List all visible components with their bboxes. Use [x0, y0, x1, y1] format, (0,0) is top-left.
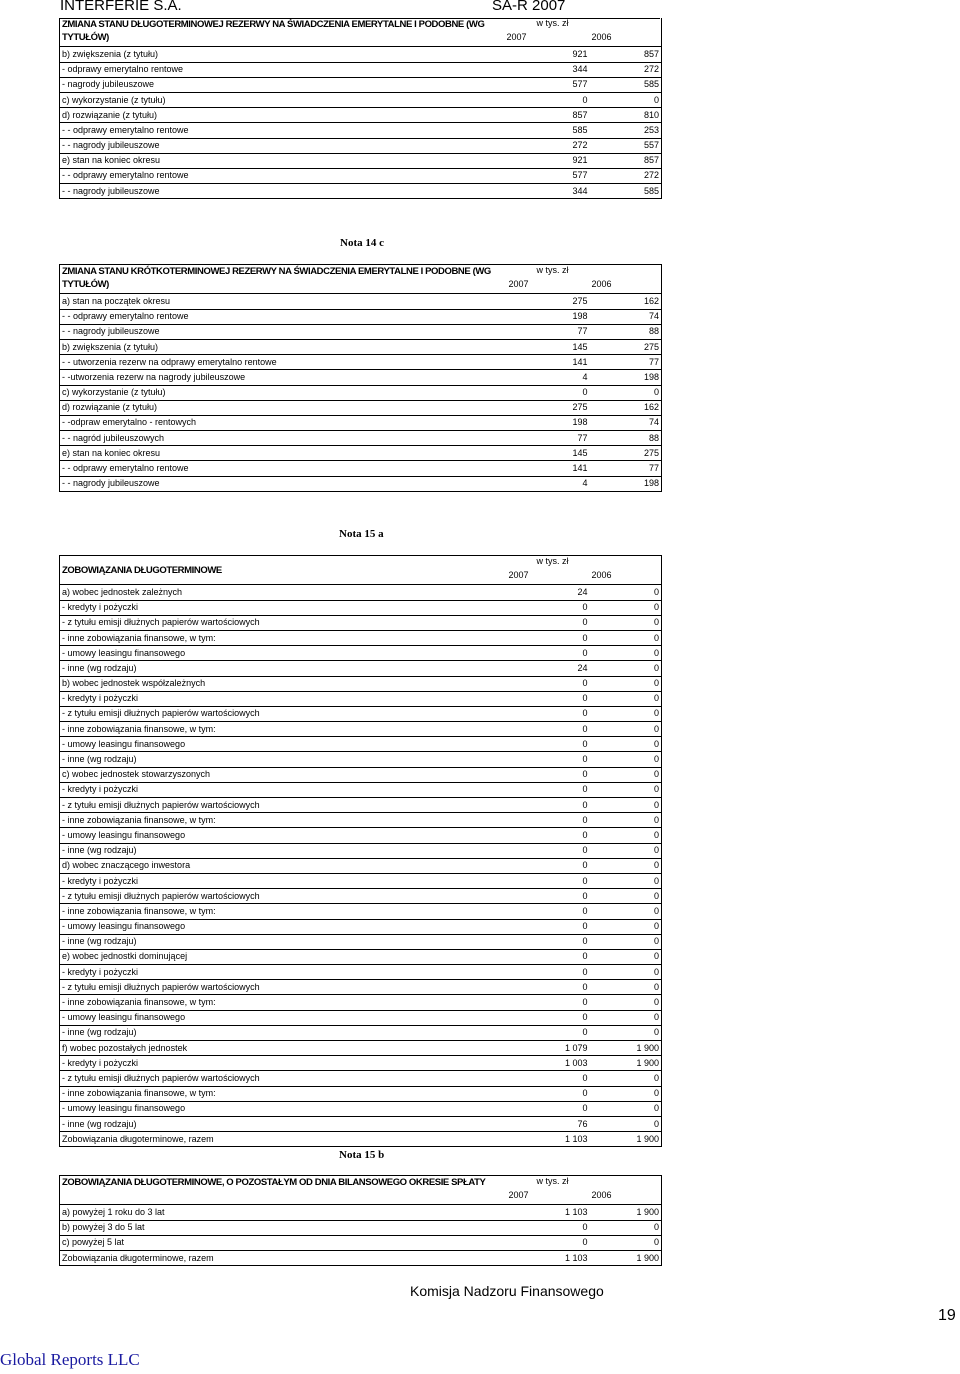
value-2007: 921	[507, 47, 590, 62]
table-krotkoterminowa-rezerwa	[59, 264, 662, 492]
value-2007: 0	[507, 722, 590, 737]
table-row	[60, 294, 662, 309]
value-2007: 0	[507, 949, 590, 964]
row-label: d) rozwiązanie (z tytułu)	[60, 108, 507, 123]
value-2006: 0	[590, 949, 662, 964]
row-label: - z tytułu emisji dłużnych papierów wartościowych	[60, 980, 507, 995]
table-row	[60, 813, 662, 828]
value-2006: 0	[590, 1086, 662, 1101]
table-row	[60, 77, 662, 92]
table-row	[60, 798, 662, 813]
value-2007: 344	[507, 184, 590, 199]
value-2007: 198	[507, 309, 590, 324]
table-row	[60, 324, 662, 339]
value-2007: 0	[507, 92, 590, 107]
value-2006: 0	[590, 995, 662, 1010]
value-2006: 0	[590, 858, 662, 873]
table-row	[60, 691, 662, 706]
row-label: - umowy leasingu finansowego	[60, 1101, 507, 1116]
value-2006: 162	[590, 400, 662, 415]
row-label: f) wobec pozostałych jednostek	[60, 1041, 507, 1056]
row-label: Zobowiązania długoterminowe, razem	[60, 1250, 507, 1265]
row-label: - z tytułu emisji dłużnych papierów wartościowych	[60, 706, 507, 721]
table-title: ZMIANA STANU KRÓTKOTERMINOWEJ REZERWY NA ŚWIADCZENIA EMERYTALNE I PODOBNE (WG TYTUŁÓW)	[62, 266, 491, 290]
value-2006: 0	[590, 385, 662, 400]
value-2006: 585	[590, 77, 662, 92]
table-row	[60, 1235, 662, 1250]
value-2006: 0	[590, 1220, 662, 1235]
value-2006: 275	[590, 339, 662, 354]
year-2007: 2007	[508, 279, 529, 290]
value-2006: 0	[590, 1071, 662, 1086]
table-row	[60, 1056, 662, 1071]
value-2007: 0	[507, 706, 590, 721]
table-row	[60, 843, 662, 858]
row-label: c) wykorzystanie (z tytułu)	[60, 92, 507, 107]
value-2006: 857	[590, 153, 662, 168]
value-2006: 0	[590, 980, 662, 995]
value-2006: 0	[590, 767, 662, 782]
value-2006: 275	[590, 446, 662, 461]
value-2007: 1 103	[507, 1205, 590, 1220]
value-2007: 0	[507, 1010, 590, 1025]
value-2006: 0	[590, 919, 662, 934]
value-2006: 857	[590, 47, 662, 62]
value-2007: 145	[507, 446, 590, 461]
table-row	[60, 355, 662, 370]
row-label: - - nagrody jubileuszowe	[60, 476, 507, 491]
row-label: b) zwiększenia (z tytułu)	[60, 47, 507, 62]
table-row	[60, 828, 662, 843]
table-row	[60, 62, 662, 77]
row-label: - kredyty i pożyczki	[60, 691, 507, 706]
row-label: d) rozwiązanie (z tytułu)	[60, 400, 507, 415]
value-2006: 0	[590, 661, 662, 676]
year-2006: 2006	[591, 279, 612, 290]
value-2006: 557	[590, 138, 662, 153]
table-row	[60, 934, 662, 949]
table-row	[60, 461, 662, 476]
value-2007: 857	[507, 108, 590, 123]
value-2007: 577	[507, 77, 590, 92]
value-2007: 24	[507, 585, 590, 600]
row-label: - umowy leasingu finansowego	[60, 828, 507, 843]
value-2007: 344	[507, 62, 590, 77]
table-row	[60, 1041, 662, 1056]
value-2007: 0	[507, 873, 590, 888]
table-header	[60, 265, 662, 280]
value-2006: 0	[590, 965, 662, 980]
row-label: a) powyżej 1 roku do 3 lat	[60, 1205, 507, 1220]
table-row	[60, 138, 662, 153]
row-label: c) powyżej 5 lat	[60, 1235, 507, 1250]
value-2006: 74	[590, 309, 662, 324]
row-label: - kredyty i pożyczki	[60, 782, 507, 797]
row-label: - inne zobowiązania finansowe, w tym:	[60, 630, 507, 645]
row-label: - kredyty i pożyczki	[60, 965, 507, 980]
table-row	[60, 782, 662, 797]
row-label: - kredyty i pożyczki	[60, 873, 507, 888]
value-2006: 272	[590, 168, 662, 183]
value-2007: 0	[507, 1101, 590, 1116]
value-2007: 0	[507, 615, 590, 630]
row-label: - inne (wg rodzaju)	[60, 1025, 507, 1040]
value-2007: 145	[507, 339, 590, 354]
table-row	[60, 965, 662, 980]
table-row	[60, 385, 662, 400]
row-label: - - nagrody jubileuszowe	[60, 138, 507, 153]
table-row	[60, 919, 662, 934]
value-2007: 0	[507, 798, 590, 813]
row-label: - inne zobowiązania finansowe, w tym:	[60, 722, 507, 737]
row-label: e) wobec jednostki dominującej	[60, 949, 507, 964]
value-2007: 0	[507, 676, 590, 691]
value-2007: 0	[507, 600, 590, 615]
table-row	[60, 370, 662, 385]
table-row	[60, 706, 662, 721]
value-2006: 1 900	[590, 1132, 662, 1147]
table-row	[60, 600, 662, 615]
value-2007: 1 079	[507, 1041, 590, 1056]
row-label: - inne zobowiązania finansowe, w tym:	[60, 995, 507, 1010]
row-label: Zobowiązania długoterminowe, razem	[60, 1132, 507, 1147]
year-2007: 2007	[506, 32, 527, 43]
row-label: - - odprawy emerytalno rentowe	[60, 309, 507, 324]
value-2006: 0	[590, 615, 662, 630]
value-2006: 74	[590, 415, 662, 430]
table-row	[60, 168, 662, 183]
row-label: - - odprawy emerytalno rentowe	[60, 123, 507, 138]
value-2007: 0	[507, 782, 590, 797]
value-2007: 0	[507, 980, 590, 995]
table-dlugoterminowa-rezerwa	[59, 18, 662, 199]
value-2006: 0	[590, 706, 662, 721]
table-header	[60, 18, 662, 32]
table-row	[60, 431, 662, 446]
value-2006: 0	[590, 691, 662, 706]
provider-label: Global Reports LLC	[0, 1350, 140, 1369]
value-2007: 577	[507, 168, 590, 183]
table-row	[60, 153, 662, 168]
value-2006: 77	[590, 461, 662, 476]
table-row	[60, 752, 662, 767]
value-2006: 198	[590, 476, 662, 491]
row-label: - umowy leasingu finansowego	[60, 919, 507, 934]
row-label: - inne (wg rodzaju)	[60, 1116, 507, 1131]
table-zobowiazania-okres-splaty	[59, 1175, 662, 1266]
value-2007: 0	[507, 691, 590, 706]
row-label: e) stan na koniec okresu	[60, 153, 507, 168]
row-label: - inne zobowiązania finansowe, w tym:	[60, 904, 507, 919]
row-label: - umowy leasingu finansowego	[60, 1010, 507, 1025]
value-2007: 275	[507, 400, 590, 415]
value-2007: 585	[507, 123, 590, 138]
value-2006: 253	[590, 123, 662, 138]
row-label: b) zwiększenia (z tytułu)	[60, 339, 507, 354]
value-2006: 0	[590, 843, 662, 858]
table-row	[60, 92, 662, 107]
table-title: ZMIANA STANU DŁUGOTERMINOWEJ REZERWY NA ŚWIADCZENIA EMERYTALNE I PODOBNE (WG TYTUŁÓW)	[62, 19, 485, 43]
value-2007: 921	[507, 153, 590, 168]
table-row	[60, 661, 662, 676]
table-row	[60, 615, 662, 630]
table-zobowiazania-dlugoterminowe	[59, 555, 662, 1147]
row-label: - umowy leasingu finansowego	[60, 737, 507, 752]
table-row	[60, 339, 662, 354]
value-2006: 0	[590, 92, 662, 107]
row-label: - z tytułu emisji dłużnych papierów wartościowych	[60, 1071, 507, 1086]
value-2007: 0	[507, 1086, 590, 1101]
value-2007: 76	[507, 1116, 590, 1131]
value-2006: 0	[590, 585, 662, 600]
row-label: - - utworzenia rezerw na odprawy emerytalno rentowe	[60, 355, 507, 370]
row-label: - inne (wg rodzaju)	[60, 843, 507, 858]
value-2007: 0	[507, 767, 590, 782]
row-label: c) wobec jednostek stowarzyszonych	[60, 767, 507, 782]
value-2007: 77	[507, 431, 590, 446]
table-row	[60, 676, 662, 691]
value-2007: 0	[507, 858, 590, 873]
row-label: - -odpraw emerytalno - rentowych	[60, 415, 507, 430]
row-label: - - nagrody jubileuszowe	[60, 324, 507, 339]
value-2007: 0	[507, 965, 590, 980]
value-2007: 0	[507, 1235, 590, 1250]
value-2006: 0	[590, 676, 662, 691]
value-2007: 0	[507, 889, 590, 904]
value-2006: 0	[590, 1025, 662, 1040]
table-row	[60, 1071, 662, 1086]
value-2007: 141	[507, 355, 590, 370]
value-2007: 0	[507, 843, 590, 858]
table-row	[60, 858, 662, 873]
value-2006: 0	[590, 630, 662, 645]
row-label: b) wobec jednostek współzależnych	[60, 676, 507, 691]
value-2007: 24	[507, 661, 590, 676]
table-row	[60, 476, 662, 491]
table-row	[60, 995, 662, 1010]
table-row	[60, 873, 662, 888]
value-2007: 1 103	[507, 1250, 590, 1265]
value-2006: 810	[590, 108, 662, 123]
table-header	[60, 556, 662, 571]
value-2006: 198	[590, 370, 662, 385]
table-header	[60, 1176, 662, 1191]
table-row	[60, 1132, 662, 1147]
value-2006: 162	[590, 294, 662, 309]
value-2007: 0	[507, 1025, 590, 1040]
value-2007: 77	[507, 324, 590, 339]
footer-regulator: Komisja Nadzoru Finansowego	[410, 1283, 604, 1299]
page-number: 19	[938, 1307, 956, 1324]
value-2007: 0	[507, 1071, 590, 1086]
value-2006: 0	[590, 752, 662, 767]
table-title: ZOBOWIĄZANIA DŁUGOTERMINOWE	[62, 564, 222, 576]
table-row	[60, 309, 662, 324]
table-row	[60, 889, 662, 904]
year-2007: 2007	[508, 570, 529, 581]
company-name: INTERFERIE S.A.	[60, 0, 182, 14]
unit-label: w tys. zł	[536, 1176, 569, 1186]
unit-label: w tys. zł	[536, 18, 569, 28]
value-2006: 0	[590, 646, 662, 661]
table-row	[60, 767, 662, 782]
nota-15b: Nota 15 b	[339, 1149, 385, 1161]
value-2007: 275	[507, 294, 590, 309]
value-2007: 0	[507, 934, 590, 949]
table-row	[60, 1205, 662, 1220]
value-2007: 0	[507, 904, 590, 919]
table-row	[60, 737, 662, 752]
value-2007: 0	[507, 385, 590, 400]
value-2006: 0	[590, 828, 662, 843]
row-label: - umowy leasingu finansowego	[60, 646, 507, 661]
value-2006: 0	[590, 889, 662, 904]
row-label: a) wobec jednostek zależnych	[60, 585, 507, 600]
row-label: c) wykorzystanie (z tytułu)	[60, 385, 507, 400]
value-2007: 1 103	[507, 1132, 590, 1147]
table-row	[60, 47, 662, 62]
value-2007: 0	[507, 1220, 590, 1235]
table-row	[60, 1220, 662, 1235]
value-2006: 1 900	[590, 1250, 662, 1265]
nota-14c: Nota 14 c	[340, 237, 384, 249]
value-2006: 0	[590, 1101, 662, 1116]
value-2006: 0	[590, 934, 662, 949]
table-row	[60, 1025, 662, 1040]
value-2006: 0	[590, 737, 662, 752]
row-label: - inne (wg rodzaju)	[60, 752, 507, 767]
row-label: - z tytułu emisji dłużnych papierów wartościowych	[60, 889, 507, 904]
value-2007: 0	[507, 828, 590, 843]
value-2007: 198	[507, 415, 590, 430]
table-row	[60, 904, 662, 919]
table-row	[60, 630, 662, 645]
table-row	[60, 585, 662, 600]
value-2007: 4	[507, 476, 590, 491]
value-2007: 0	[507, 630, 590, 645]
value-2006: 272	[590, 62, 662, 77]
row-label: - - odprawy emerytalno rentowe	[60, 461, 507, 476]
row-label: - - nagrody jubileuszowe	[60, 184, 507, 199]
table-row	[60, 400, 662, 415]
value-2006: 0	[590, 722, 662, 737]
value-2007: 141	[507, 461, 590, 476]
row-label: e) stan na koniec okresu	[60, 446, 507, 461]
value-2006: 0	[590, 873, 662, 888]
row-label: - - odprawy emerytalno rentowe	[60, 168, 507, 183]
value-2006: 0	[590, 904, 662, 919]
table-row	[60, 1250, 662, 1265]
value-2007: 0	[507, 752, 590, 767]
row-label: - -utworzenia rezerw na nagrody jubileuszowe	[60, 370, 507, 385]
row-label: a) stan na początek okresu	[60, 294, 507, 309]
table-row	[60, 722, 662, 737]
value-2006: 0	[590, 1235, 662, 1250]
row-label: - z tytułu emisji dłużnych papierów wartościowych	[60, 615, 507, 630]
row-label: - inne zobowiązania finansowe, w tym:	[60, 1086, 507, 1101]
value-2006: 1 900	[590, 1205, 662, 1220]
unit-label: w tys. zł	[536, 265, 569, 275]
value-2006: 0	[590, 600, 662, 615]
table-row	[60, 1086, 662, 1101]
row-label: - kredyty i pożyczki	[60, 1056, 507, 1071]
row-label: - inne (wg rodzaju)	[60, 934, 507, 949]
value-2006: 0	[590, 782, 662, 797]
value-2006: 0	[590, 1010, 662, 1025]
table-row	[60, 949, 662, 964]
value-2006: 1 900	[590, 1056, 662, 1071]
value-2007: 0	[507, 737, 590, 752]
table-row	[60, 980, 662, 995]
value-2007: 0	[507, 919, 590, 934]
value-2007: 272	[507, 138, 590, 153]
row-label: - z tytułu emisji dłużnych papierów wartościowych	[60, 798, 507, 813]
row-label: - odprawy emerytalno rentowe	[60, 62, 507, 77]
value-2007: 0	[507, 646, 590, 661]
value-2006: 77	[590, 355, 662, 370]
table-row	[60, 108, 662, 123]
row-label: b) powyżej 3 do 5 lat	[60, 1220, 507, 1235]
value-2006: 585	[590, 184, 662, 199]
value-2007: 1 003	[507, 1056, 590, 1071]
value-2006: 88	[590, 324, 662, 339]
report-code: SA-R 2007	[492, 0, 566, 14]
table-row	[60, 415, 662, 430]
table-row	[60, 184, 662, 199]
row-label: - inne zobowiązania finansowe, w tym:	[60, 813, 507, 828]
value-2006: 0	[590, 1116, 662, 1131]
year-2006: 2006	[591, 1190, 612, 1201]
row-label: - inne (wg rodzaju)	[60, 661, 507, 676]
value-2007: 0	[507, 813, 590, 828]
table-row	[60, 646, 662, 661]
year-2006: 2006	[591, 570, 612, 581]
value-2006: 88	[590, 431, 662, 446]
value-2006: 0	[590, 813, 662, 828]
table-row	[60, 446, 662, 461]
unit-label: w tys. zł	[536, 556, 569, 566]
table-title: ZOBOWIĄZANIA DŁUGOTERMINOWE, O POZOSTAŁYM OD DNIA BILANSOWEGO OKRESIE SPŁATY	[62, 1177, 486, 1188]
page-header	[60, 0, 660, 19]
value-2007: 4	[507, 370, 590, 385]
nota-15a: Nota 15 a	[339, 528, 384, 540]
year-2007: 2007	[508, 1190, 529, 1201]
value-2006: 1 900	[590, 1041, 662, 1056]
year-2006: 2006	[591, 32, 612, 43]
table-row	[60, 1010, 662, 1025]
value-2006: 0	[590, 798, 662, 813]
row-label: - kredyty i pożyczki	[60, 600, 507, 615]
row-label: - - nagród jubileuszowych	[60, 431, 507, 446]
table-row	[60, 1116, 662, 1131]
table-row	[60, 1101, 662, 1116]
value-2007: 0	[507, 995, 590, 1010]
row-label: d) wobec znaczącego inwestora	[60, 858, 507, 873]
table-row	[60, 123, 662, 138]
row-label: - nagrody jubileuszowe	[60, 77, 507, 92]
